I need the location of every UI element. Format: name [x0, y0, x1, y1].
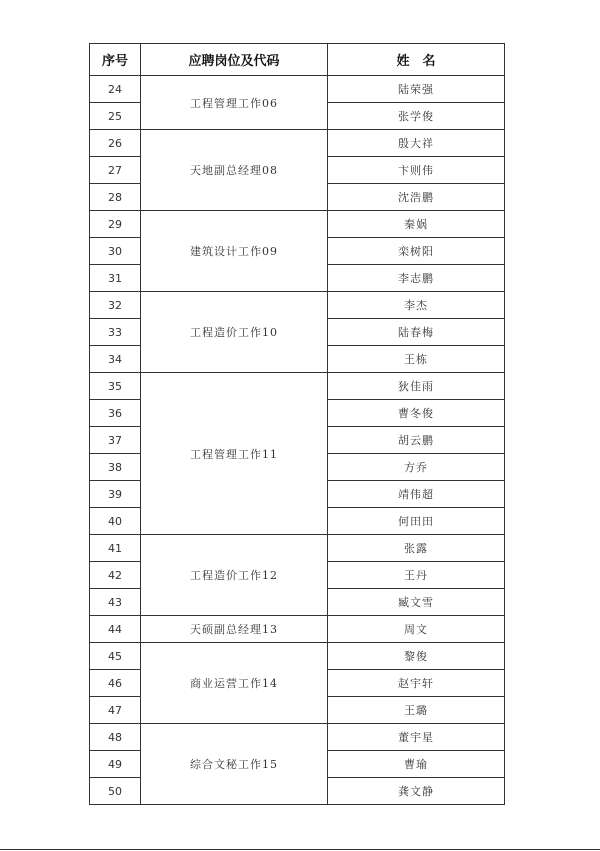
applicant-name: 方乔 [328, 454, 505, 481]
table-header-row [90, 44, 505, 76]
applicant-name: 赵宇轩 [328, 670, 505, 697]
position-cell: 综合文秘工作15 [141, 724, 328, 805]
row-index: 41 [90, 535, 141, 562]
row-index: 27 [90, 157, 141, 184]
row-index: 38 [90, 454, 141, 481]
row-index: 24 [90, 76, 141, 103]
header-position: 应聘岗位及代码 [141, 44, 328, 76]
row-index: 49 [90, 751, 141, 778]
applicant-name: 曹冬俊 [328, 400, 505, 427]
row-index: 42 [90, 562, 141, 589]
row-index: 50 [90, 778, 141, 805]
applicant-name: 曹瑜 [328, 751, 505, 778]
row-index: 29 [90, 211, 141, 238]
row-index: 48 [90, 724, 141, 751]
table-row [90, 724, 505, 751]
applicant-name: 张学俊 [328, 103, 505, 130]
row-index: 33 [90, 319, 141, 346]
applicant-name: 陆荣强 [328, 76, 505, 103]
applicant-name: 殷大祥 [328, 130, 505, 157]
applicant-name: 沈浩鹏 [328, 184, 505, 211]
row-index: 45 [90, 643, 141, 670]
position-cell: 商业运营工作14 [141, 643, 328, 724]
row-index: 31 [90, 265, 141, 292]
header-name: 姓 名 [328, 44, 505, 76]
applicant-name: 李志鹏 [328, 265, 505, 292]
applicant-name: 狄佳雨 [328, 373, 505, 400]
position-cell: 工程造价工作10 [141, 292, 328, 373]
row-index: 39 [90, 481, 141, 508]
position-cell: 建筑设计工作09 [141, 211, 328, 292]
table-row [90, 130, 505, 157]
row-index: 34 [90, 346, 141, 373]
applicant-name: 臧文雪 [328, 589, 505, 616]
row-index: 30 [90, 238, 141, 265]
applicant-name: 黎俊 [328, 643, 505, 670]
table-row [90, 616, 505, 643]
row-index: 40 [90, 508, 141, 535]
row-index: 26 [90, 130, 141, 157]
row-index: 35 [90, 373, 141, 400]
applicant-name: 靖伟超 [328, 481, 505, 508]
applicant-name: 张露 [328, 535, 505, 562]
position-cell: 工程管理工作06 [141, 76, 328, 130]
table-row [90, 373, 505, 400]
table-row [90, 211, 505, 238]
applicant-name: 胡云鹏 [328, 427, 505, 454]
row-index: 47 [90, 697, 141, 724]
applicant-name: 秦娲 [328, 211, 505, 238]
table-row [90, 76, 505, 103]
table-row [90, 535, 505, 562]
row-index: 46 [90, 670, 141, 697]
applicant-name: 董宇星 [328, 724, 505, 751]
applicant-name: 王栋 [328, 346, 505, 373]
applicant-name: 陆春梅 [328, 319, 505, 346]
applicant-name: 王璐 [328, 697, 505, 724]
row-index: 36 [90, 400, 141, 427]
position-cell: 工程造价工作12 [141, 535, 328, 616]
table-row [90, 292, 505, 319]
table-row [90, 643, 505, 670]
row-index: 25 [90, 103, 141, 130]
applicant-name: 周文 [328, 616, 505, 643]
position-cell: 天硕副总经理13 [141, 616, 328, 643]
applicant-name: 栾树阳 [328, 238, 505, 265]
row-index: 43 [90, 589, 141, 616]
position-cell: 天地副总经理08 [141, 130, 328, 211]
row-index: 37 [90, 427, 141, 454]
page-bottom-rule [0, 849, 600, 850]
position-cell: 工程管理工作11 [141, 373, 328, 535]
applicant-name: 王丹 [328, 562, 505, 589]
applicant-name: 何田田 [328, 508, 505, 535]
row-index: 32 [90, 292, 141, 319]
table-body [90, 76, 505, 805]
row-index: 44 [90, 616, 141, 643]
applicant-table [89, 43, 505, 805]
row-index: 28 [90, 184, 141, 211]
applicant-name: 李杰 [328, 292, 505, 319]
applicant-name: 龚文静 [328, 778, 505, 805]
applicant-name: 卞则伟 [328, 157, 505, 184]
header-index: 序号 [90, 44, 141, 76]
